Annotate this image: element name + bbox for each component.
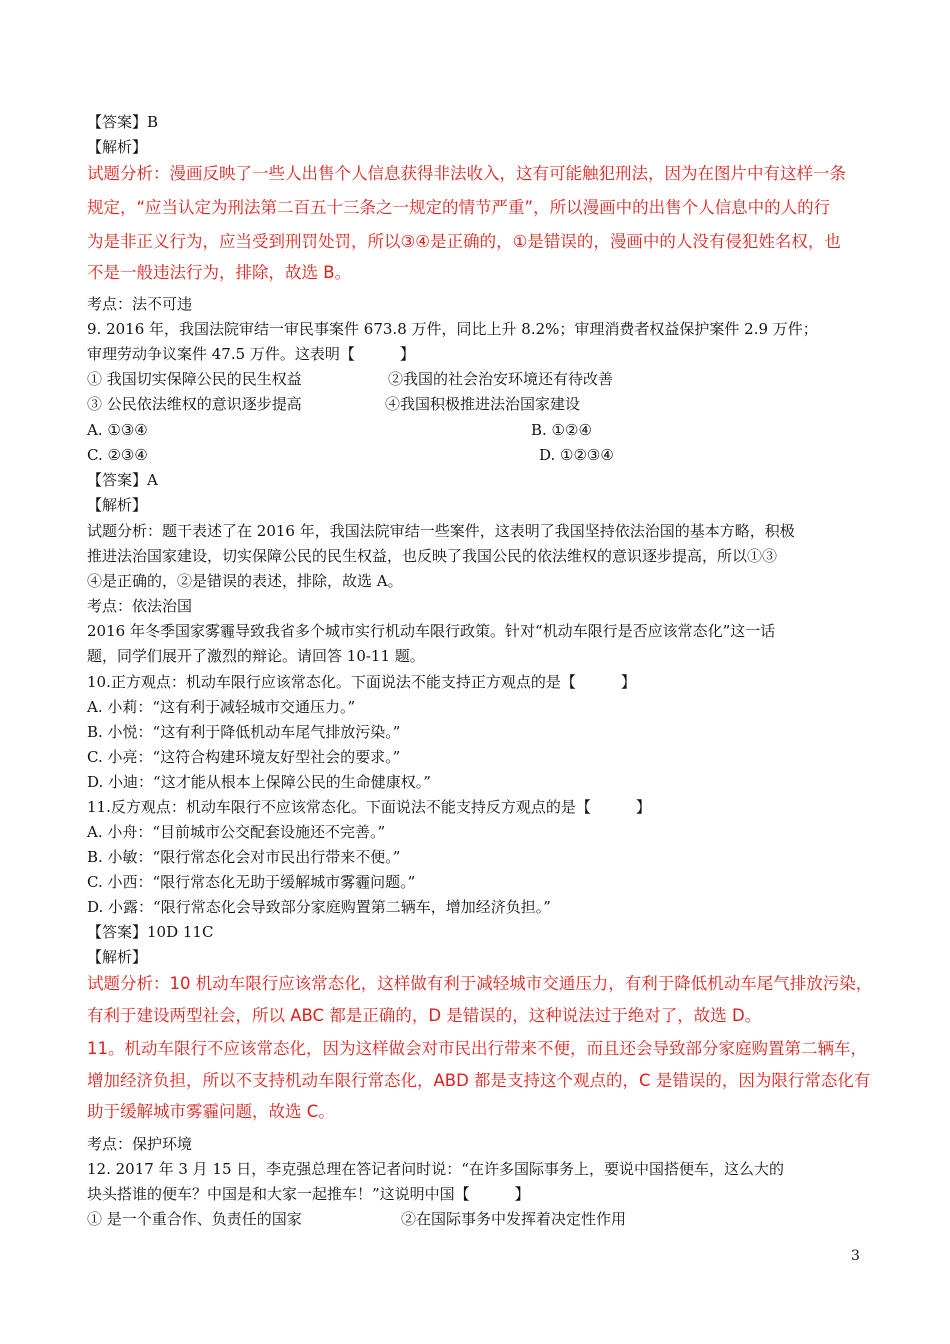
q8-answer: 【答案】B — [87, 113, 159, 131]
q11-option-b: B. 小敏：“限行常态化会对市民出行带来不便。” — [87, 848, 401, 866]
q10-11-analysis-line: 助于缓解城市雾霾问题，故选 C。 — [87, 1102, 335, 1121]
q10-11-analysis-line: 11。机动车限行不应该常态化，因为这样做会对市民出行带来不便，而且还会导致部分家庭购置第二辆车， — [87, 1039, 867, 1058]
q9-point: 考点：依法治国 — [87, 597, 193, 615]
q10-stem: 10.正方观点：机动车限行应该常态化。下面说法不能支持正方观点的是【 】 — [87, 673, 636, 691]
q8-analysis-line: 不是一般违法行为，排除，故选 B。 — [87, 263, 352, 282]
q9-analysis-label: 【解析】 — [87, 496, 148, 514]
q12-stem: 块头搭谁的便车？中国是和大家一起推车！”这说明中国【 】 — [87, 1185, 530, 1203]
q9-analysis-line: 推进法治国家建设，切实保障公民的民生权益，也反映了我国公民的依法维权的意识逐步提高，所以①③ — [87, 547, 778, 565]
q9-option-d: D. ①②③④ — [539, 446, 614, 464]
q12-statement: ②在国际事务中发挥着决定性作用 — [401, 1210, 627, 1228]
q8-analysis-line: 试题分析：漫画反映了一些人出售个人信息获得非法收入，这有可能触犯刑法，因为在图片中有这样一条 — [87, 164, 846, 183]
q10-11-analysis-label: 【解析】 — [87, 948, 148, 966]
q9-option-c: C. ②③④ — [87, 446, 148, 464]
q10-11-analysis-line: 有利于建设两型社会，所以 ABC 都是正确的，D 是错误的，这种说法过于绝对了，故选 D。 — [87, 1006, 762, 1025]
q9-statement: ① 我国切实保障公民的民生权益 — [87, 370, 302, 388]
q9-statement: ③ 公民依法维权的意识逐步提高 — [87, 395, 302, 413]
q11-stem: 11.反方观点：机动车限行不应该常态化。下面说法不能支持反方观点的是【 】 — [87, 798, 651, 816]
page-number: 3 — [851, 1248, 860, 1264]
q9-statement: ②我国的社会治安环境还有待改善 — [388, 370, 614, 388]
q9-option-b: B. ①②④ — [531, 421, 592, 439]
q11-option-d: D. 小露：“限行常态化会导致部分家庭购置第二辆车，增加经济负担。” — [87, 898, 551, 916]
q10-intro: 题，同学们展开了激烈的辩论。请回答 10-11 题。 — [87, 647, 425, 665]
q10-11-analysis-line: 试题分析：10 机动车限行应该常态化，这样做有利于减轻城市交通压力，有利于降低机动车尾气排放污染， — [87, 974, 873, 993]
q12-statement: ① 是一个重合作、负责任的国家 — [87, 1210, 302, 1228]
q10-option-d: D. 小迪：“这才能从根本上保障公民的生命健康权。” — [87, 773, 431, 791]
q9-stem: 审理劳动争议案件 47.5 万件。这表明【 】 — [87, 345, 415, 363]
q10-11-point: 考点：保护环境 — [87, 1135, 193, 1153]
q10-option-a: A. 小莉：“这有利于减轻城市交通压力。” — [87, 698, 356, 716]
q9-statement: ④我国积极推进法治国家建设 — [385, 395, 581, 413]
q10-intro: 2016 年冬季国家雾霾导致我省多个城市实行机动车限行政策。针对“机动车限行是否应该常态化”这一话 — [87, 622, 776, 640]
q11-option-c: C. 小西：“限行常态化无助于缓解城市雾霾问题。” — [87, 873, 416, 891]
q8-analysis-label: 【解析】 — [87, 138, 148, 156]
q10-option-b: B. 小悦：“这有利于降低机动车尾气排放污染。” — [87, 723, 401, 741]
q8-point: 考点：法不可违 — [87, 295, 193, 313]
q8-analysis-line: 规定，“应当认定为刑法第二百五十三条之一规定的情节严重”，所以漫画中的出售个人信息中的人的行 — [87, 198, 831, 217]
q9-analysis-line: 试题分析：题干表述了在 2016 年，我国法院审结一些案件，这表明了我国坚持依法治国的基本方略，积极 — [87, 522, 795, 540]
q10-option-c: C. 小亮：“这符合构建环境友好型社会的要求。” — [87, 748, 401, 766]
q9-answer: 【答案】A — [87, 471, 158, 489]
q10-11-analysis-line: 增加经济负担，所以不支持机动车限行常态化，ABD 都是支持这个观点的，C 是错误的，因为限行常态化有 — [87, 1071, 871, 1090]
q8-analysis-line: 为是非正义行为，应当受到刑罚处罚，所以③④是正确的，①是错误的，漫画中的人没有侵犯姓名权，也 — [87, 232, 841, 251]
q9-stem: 9. 2016 年，我国法院审结一审民事案件 673.8 万件，同比上升 8.2%；审理消费者权益保护案件 2.9 万件； — [87, 320, 818, 338]
q12-stem: 12. 2017 年 3 月 15 日，李克强总理在答记者问时说：“在许多国际事务上，要说中国搭便车，这么大的 — [87, 1160, 784, 1178]
q9-analysis-line: ④是正确的，②是错误的表述，排除，故选 A。 — [87, 572, 403, 590]
q9-option-a: A. ①③④ — [87, 421, 148, 439]
q11-option-a: A. 小舟：“目前城市公交配套设施还不完善。” — [87, 823, 386, 841]
q10-11-answer: 【答案】10D 11C — [87, 923, 214, 941]
